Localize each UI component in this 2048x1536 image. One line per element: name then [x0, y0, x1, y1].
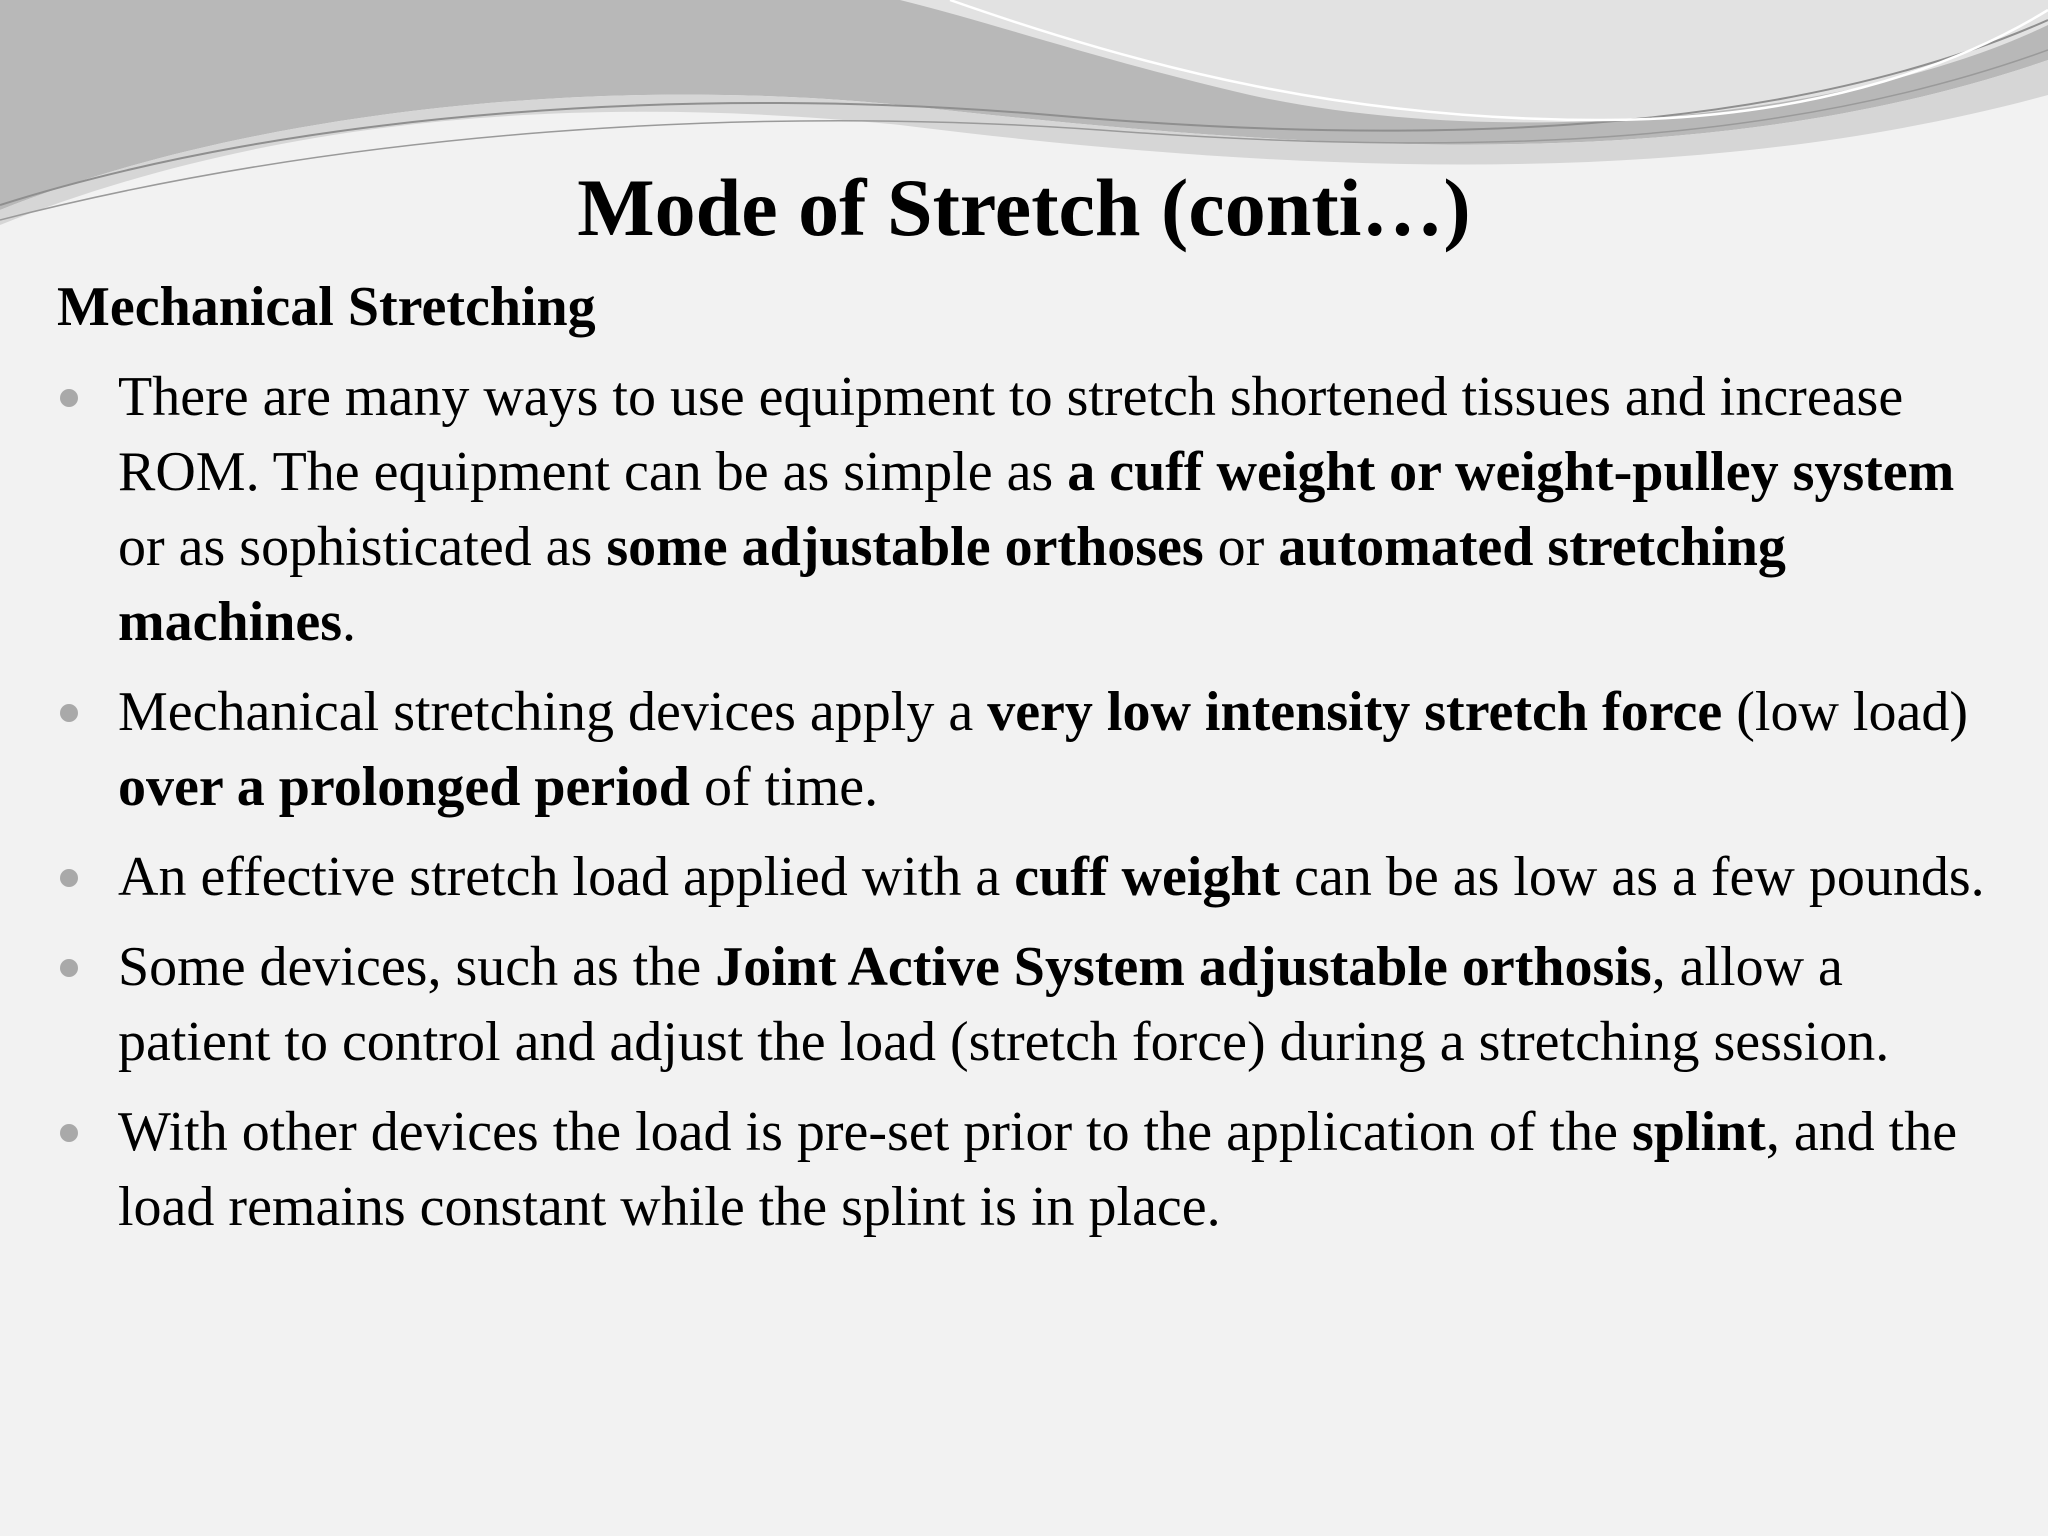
bullet-text-bold: very low intensity stretch force — [987, 681, 1723, 743]
bullet-text: Some devices, such as the — [118, 936, 716, 998]
bullet-dot-icon — [60, 704, 78, 722]
bullet-text: . — [342, 591, 356, 653]
bullet-dot-icon — [60, 1124, 78, 1142]
bullet-item — [57, 930, 1992, 1080]
bullet-text: There are many ways to use equipment to stretch shortened tissues and increase ROM. The equipment can be as simple as — [118, 366, 1904, 503]
bullet-text-bold: Joint Active System adjustable orthosis — [715, 936, 1652, 998]
bullet-dot-icon — [60, 389, 78, 407]
bullet-item — [57, 360, 1992, 660]
bullet-item — [57, 1095, 1992, 1245]
bullet-item — [57, 675, 1992, 825]
bullet-item — [57, 840, 1992, 915]
bullet-text: or as sophisticated as — [118, 516, 607, 578]
bullet-text: An effective stretch load applied with a — [118, 846, 1015, 908]
bullet-dot-icon — [60, 959, 78, 977]
bullet-text-bold: splint — [1631, 1101, 1766, 1163]
bullet-text: or — [1203, 516, 1279, 578]
bullet-text-bold: cuff weight — [1014, 846, 1281, 908]
bullet-text: , allow a patient to control and adjust the load (stretch force) during a stretching session. — [118, 936, 1890, 1073]
bullet-text: of time. — [689, 756, 879, 818]
section-subheading: Mechanical Stretching — [57, 276, 596, 338]
bullet-text: Mechanical stretching devices apply a — [118, 681, 988, 743]
bullet-text: (low load) — [1722, 681, 1968, 743]
bullet-text: can be as low as a few pounds. — [1280, 846, 1985, 908]
bullet-text-bold: over a prolonged period — [118, 756, 690, 818]
bullet-text: With other devices the load is pre-set prior to the application of the — [118, 1101, 1632, 1163]
bullet-text-bold: some adjustable orthoses — [606, 516, 1204, 578]
bullet-text-bold: a cuff weight or weight-pulley system — [1067, 441, 1955, 503]
bullet-dot-icon — [60, 869, 78, 887]
bullet-list — [57, 360, 1992, 1260]
bullet-text: , and the load remains constant while the splint is in place. — [118, 1101, 1958, 1238]
bullet-text-bold: automated stretching machines — [118, 516, 1786, 653]
slide-title: Mode of Stretch (conti…) — [577, 162, 1471, 253]
